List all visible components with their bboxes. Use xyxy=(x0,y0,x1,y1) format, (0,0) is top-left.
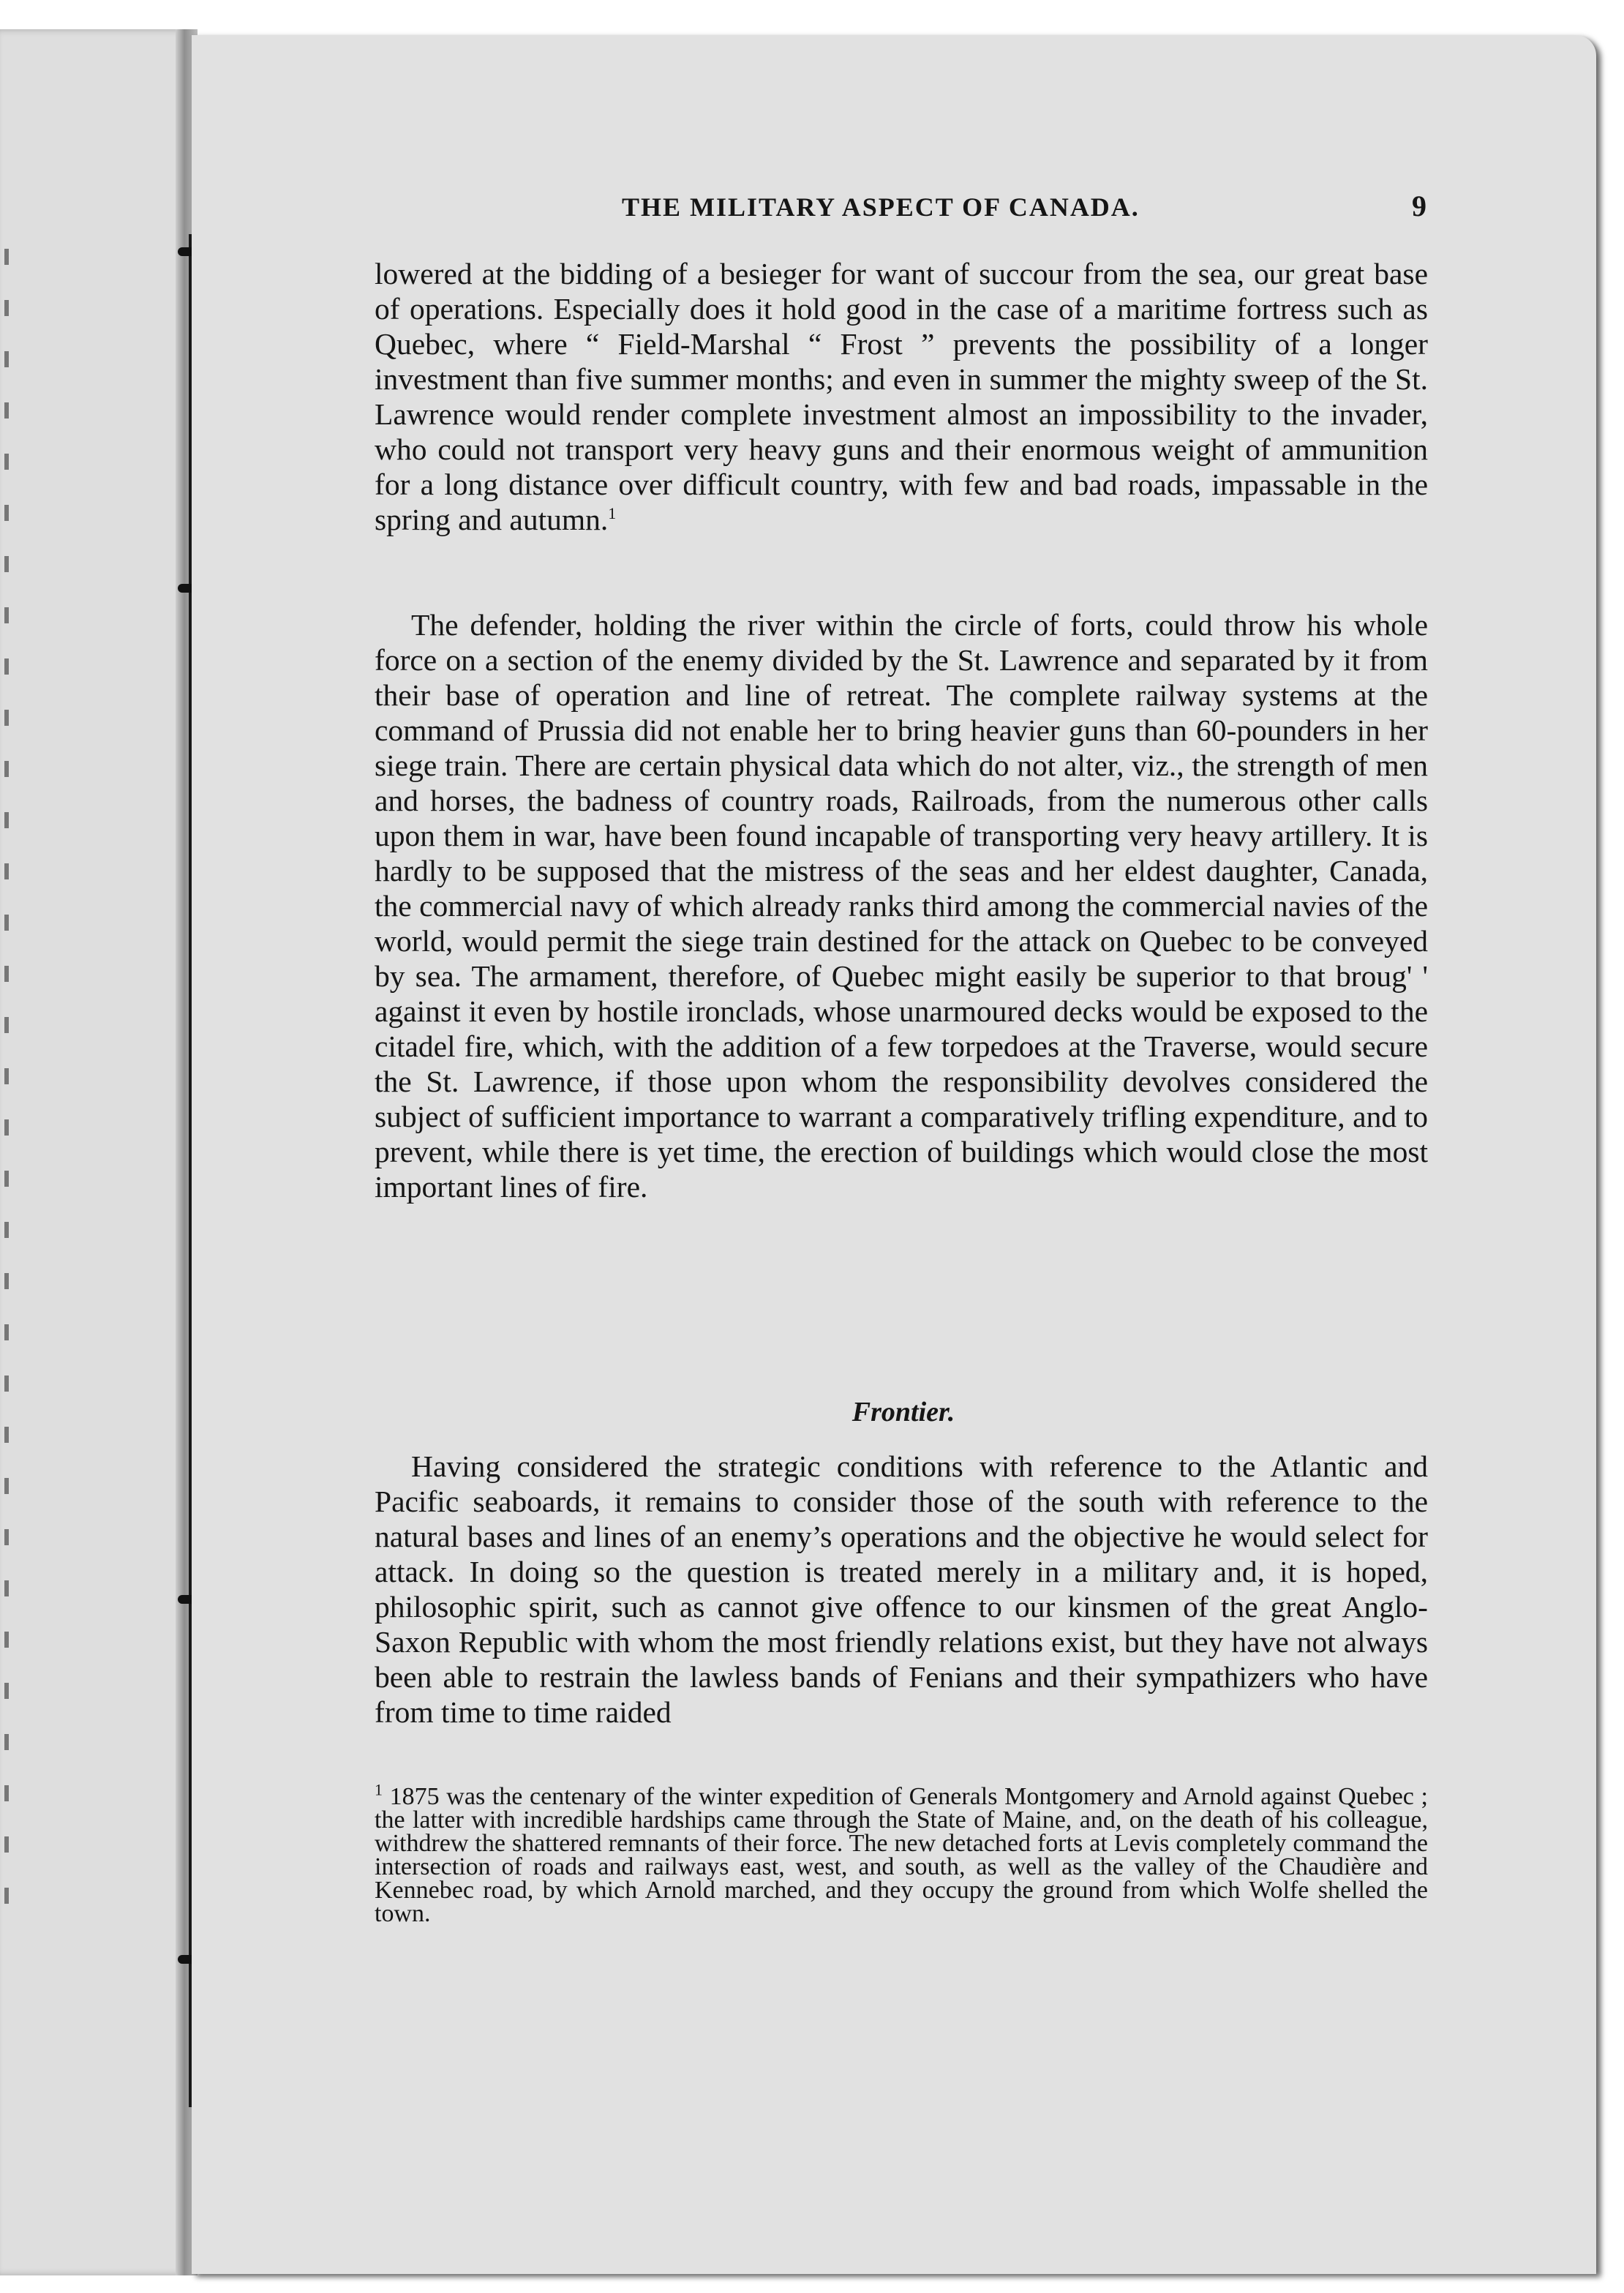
footnote-text: 1875 was the centenary of the winter expedition of Generals Montgomery and Arnold against Quebec ; the latter with incredible hardships came through the State of Maine, and, on the death of his colleague, withdrew the shattered remnants of their force. The new detached forts at Levis completely command the intersection of roads and railways east, west, and south, as well as the valley of the Chaudière and Kennebec road, by which Arnold marched, and they occupy the ground from which Wolfe shelled the town. xyxy=(375,1783,1428,1927)
body-paragraph xyxy=(375,256,1428,537)
footnote xyxy=(375,1780,1428,1927)
footnote-marker: 1 xyxy=(375,1780,383,1799)
paragraph-text: lowered at the bidding of a besieger for want of succour from the sea, our great base of operations. Especially does it hold good in the case of a maritime fortress such as Quebec, where “ Field-Marshal “ Frost ” prevents the possibility of a longer investment than five summer months; and even in summer the mighty sweep of the St. Lawrence would render complete investment almost an impossibility to the invader, who could not transport very heavy guns and their enormous weight of ammunition for a long distance over difficult country, with few and bad roads, impassable in the spring and autumn. xyxy=(375,257,1428,536)
facing-page-edge xyxy=(0,29,192,2275)
body-paragraph: The defender, holding the river within the circle of forts, could throw his whole force on a section of the enemy divided by the St. Lawrence and separated by it from their base of operation and line of retreat. The complete railway systems at the command of Prussia did not enable her to bring heavier guns than 60-pounders in her siege train. There are certain physical data which do not alter, viz., the strength of men and horses, the badness of country roads, Railroads, from the numerous other calls upon them in war, have been found incapable of transporting very heavy artillery. It is hardly to be supposed that the mistress of the seas and her eldest daughter, Canada, the commercial navy of which already ranks third among the commercial navies of the world, would permit the siege train destined for the attack on Quebec to be conveyed by sea. The armament, therefore, of Quebec might easily be superior to that broug' ' against it even by hostile ironclads, whose unarmoured decks would be exposed to the citadel fire, which, with the addition of a few torpedoes at the Traverse, would secure the St. Lawrence, if those upon whom the responsibility devolves considered the subject of sufficient importance to warrant a comparatively trifling expenditure, and to prevent, while there is yet time, the erection of buildings which would close the most important lines of fire. xyxy=(375,608,1428,1204)
section-heading: Frontier. xyxy=(852,1397,955,1427)
page-number: 9 xyxy=(1412,189,1426,222)
footnote-reference: 1 xyxy=(608,504,617,523)
running-head: THE MILITARY ASPECT OF CANADA. xyxy=(622,192,1140,222)
body-paragraph: Having considered the strategic conditions with reference to the Atlantic and Pacific seaboards, it remains to consider those of the south with reference to the natural bases and lines of an enemy’s operations and the objective he would select for attack. In doing so the question is treated merely in a military and, it is hoped, philosophic spirit, such as cannot give offence to our kinsmen of the great Anglo-Saxon Republic with whom the most friendly relations exist, but they have not always been able to restrain the lawless bands of Fenians and their sympathizers who have from time to time raided xyxy=(375,1449,1428,1729)
facing-page-text-bleed xyxy=(4,249,9,1932)
